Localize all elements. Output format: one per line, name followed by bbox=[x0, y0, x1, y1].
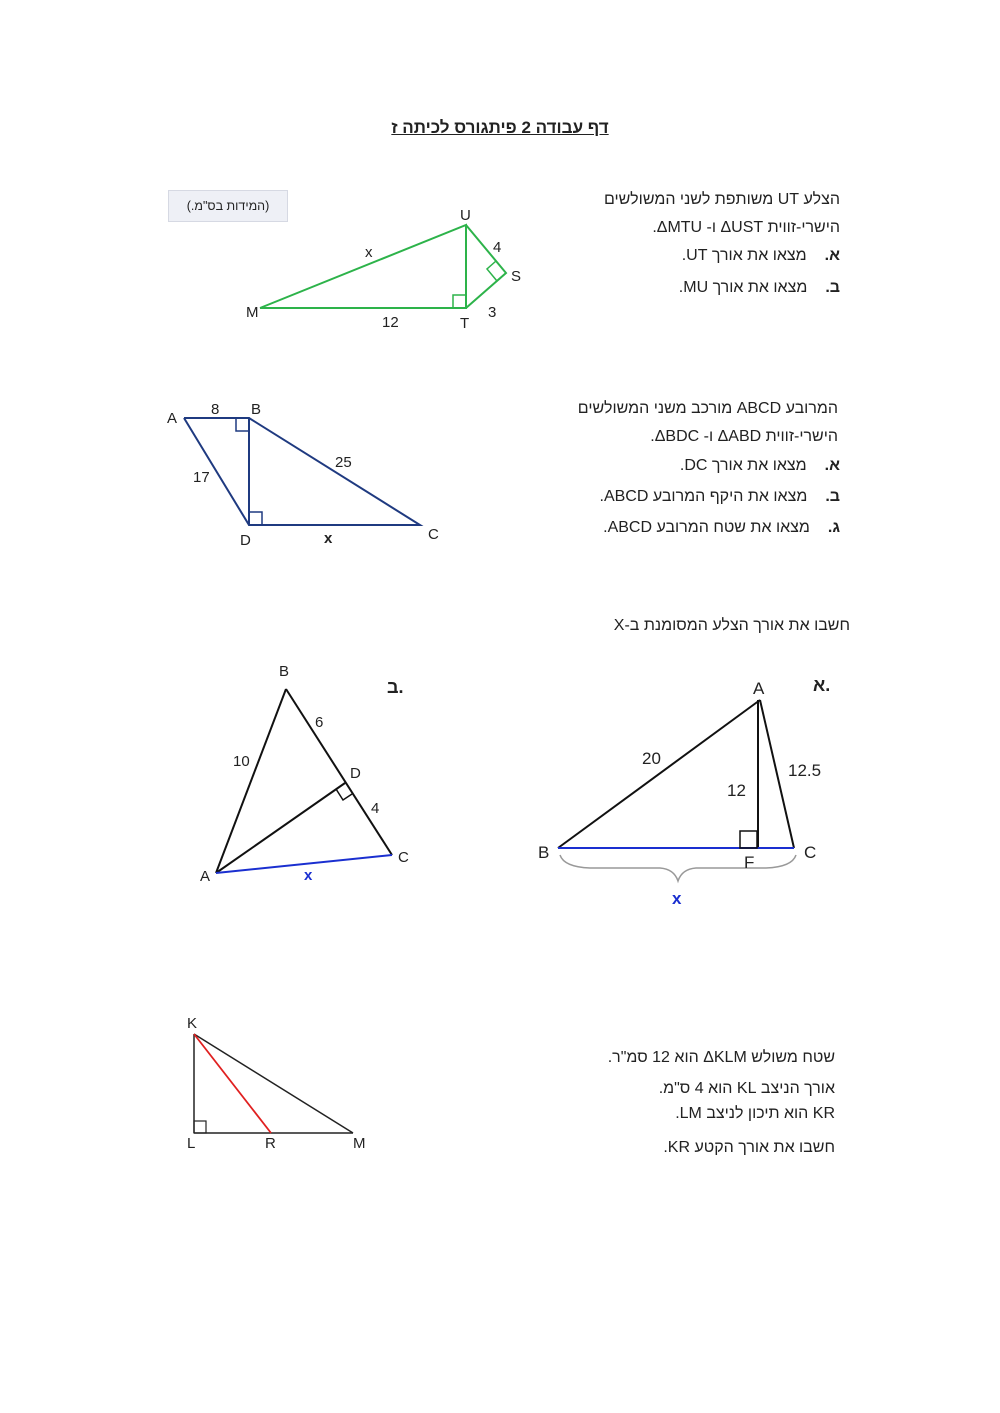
item-text: מצאו את היקף המרובע ABCD. bbox=[599, 488, 808, 505]
q1-item-a bbox=[500, 247, 840, 265]
figure-q3-b bbox=[190, 655, 430, 895]
label-t: T bbox=[460, 315, 470, 332]
label-a: A bbox=[167, 410, 178, 427]
q4-line1: שטח משולש ΔKLM הוא 12 סמ"ר. bbox=[607, 1049, 835, 1066]
q2-text bbox=[498, 395, 838, 451]
label-d: D bbox=[350, 765, 361, 782]
label-ad: 17 bbox=[193, 469, 210, 486]
q3-heading: חשבו את אורך הצלע המסומנת ב-X bbox=[613, 617, 850, 634]
q2-item-a bbox=[500, 457, 840, 475]
label-bd: 6 bbox=[315, 714, 324, 731]
label-c: C bbox=[804, 843, 817, 862]
label-x: x bbox=[365, 244, 373, 261]
label-s: S bbox=[511, 268, 522, 285]
label-x: x bbox=[672, 889, 682, 908]
q4-line2: אורך הניצב KL הוא 4 ס"מ. bbox=[658, 1080, 835, 1097]
label-ab: 10 bbox=[233, 753, 250, 770]
label-us: 4 bbox=[493, 239, 502, 256]
q1-text bbox=[500, 186, 840, 242]
page-title: דף עבודה 2 פיתגורס לכיתה ז bbox=[391, 118, 609, 137]
item-letter: א. bbox=[824, 457, 840, 474]
label-m: M bbox=[246, 304, 259, 321]
item-text: מצאו את אורך MU. bbox=[678, 279, 808, 296]
label-k: K bbox=[187, 1015, 198, 1032]
units-note: (המידות בס"מ.) bbox=[168, 190, 288, 222]
q2-item-b bbox=[500, 488, 840, 506]
q1-line2: הישרי-זווית ΔUST ו- ΔMTU. bbox=[652, 219, 840, 236]
label-b: B bbox=[251, 401, 262, 418]
label-r: R bbox=[265, 1135, 276, 1152]
label-bc: 25 bbox=[335, 454, 352, 471]
q1-line1: הצלע UT משותפת לשני המשולשים bbox=[603, 191, 840, 208]
figure-q3-a bbox=[530, 665, 850, 915]
item-text: מצאו את שטח המרובע ABCD. bbox=[603, 519, 810, 536]
figure-q1 bbox=[230, 200, 540, 340]
label-st: 3 bbox=[488, 304, 497, 321]
q2-line1: המרובע ABCD מורכב משני המשולשים bbox=[577, 400, 838, 417]
label-a: A bbox=[200, 868, 211, 885]
part-a-letter: א. bbox=[813, 675, 831, 695]
label-d: D bbox=[240, 532, 251, 549]
q4-line3: KR הוא תיכון לניצב LM. bbox=[675, 1105, 835, 1122]
item-letter: ב. bbox=[825, 488, 840, 505]
label-m: M bbox=[353, 1135, 366, 1152]
label-mt: 12 bbox=[382, 314, 399, 331]
q2-item-c bbox=[500, 519, 840, 537]
label-af: 12 bbox=[727, 781, 746, 800]
figure-q2 bbox=[160, 395, 450, 555]
item-letter: ב. bbox=[825, 279, 840, 296]
label-b: B bbox=[279, 663, 290, 680]
q2-line2: הישרי-זווית ΔABD ו- ΔBDC. bbox=[650, 428, 838, 445]
label-ac: 12.5 bbox=[788, 761, 822, 780]
label-dc: 4 bbox=[371, 800, 380, 817]
label-a: A bbox=[753, 679, 765, 698]
q1-item-b bbox=[500, 279, 840, 297]
label-ab: 8 bbox=[211, 401, 220, 418]
label-c: C bbox=[428, 526, 439, 543]
label-ab: 20 bbox=[642, 749, 661, 768]
label-u: U bbox=[460, 207, 471, 224]
label-l: L bbox=[187, 1135, 196, 1152]
label-b: B bbox=[538, 843, 550, 862]
label-c: C bbox=[398, 849, 409, 866]
label-f: F bbox=[744, 853, 755, 872]
item-text: מצאו את אורך DC. bbox=[679, 457, 807, 474]
item-text: מצאו את אורך UT. bbox=[681, 247, 807, 264]
label-x: x bbox=[304, 867, 313, 884]
part-b-letter: ב. bbox=[387, 677, 404, 697]
figure-q4 bbox=[175, 1010, 385, 1160]
q4-line4: חשבו את אורך הקטע KR. bbox=[663, 1139, 835, 1156]
item-letter: ג. bbox=[827, 519, 840, 536]
label-x: x bbox=[324, 530, 333, 547]
item-letter: א. bbox=[824, 247, 840, 264]
